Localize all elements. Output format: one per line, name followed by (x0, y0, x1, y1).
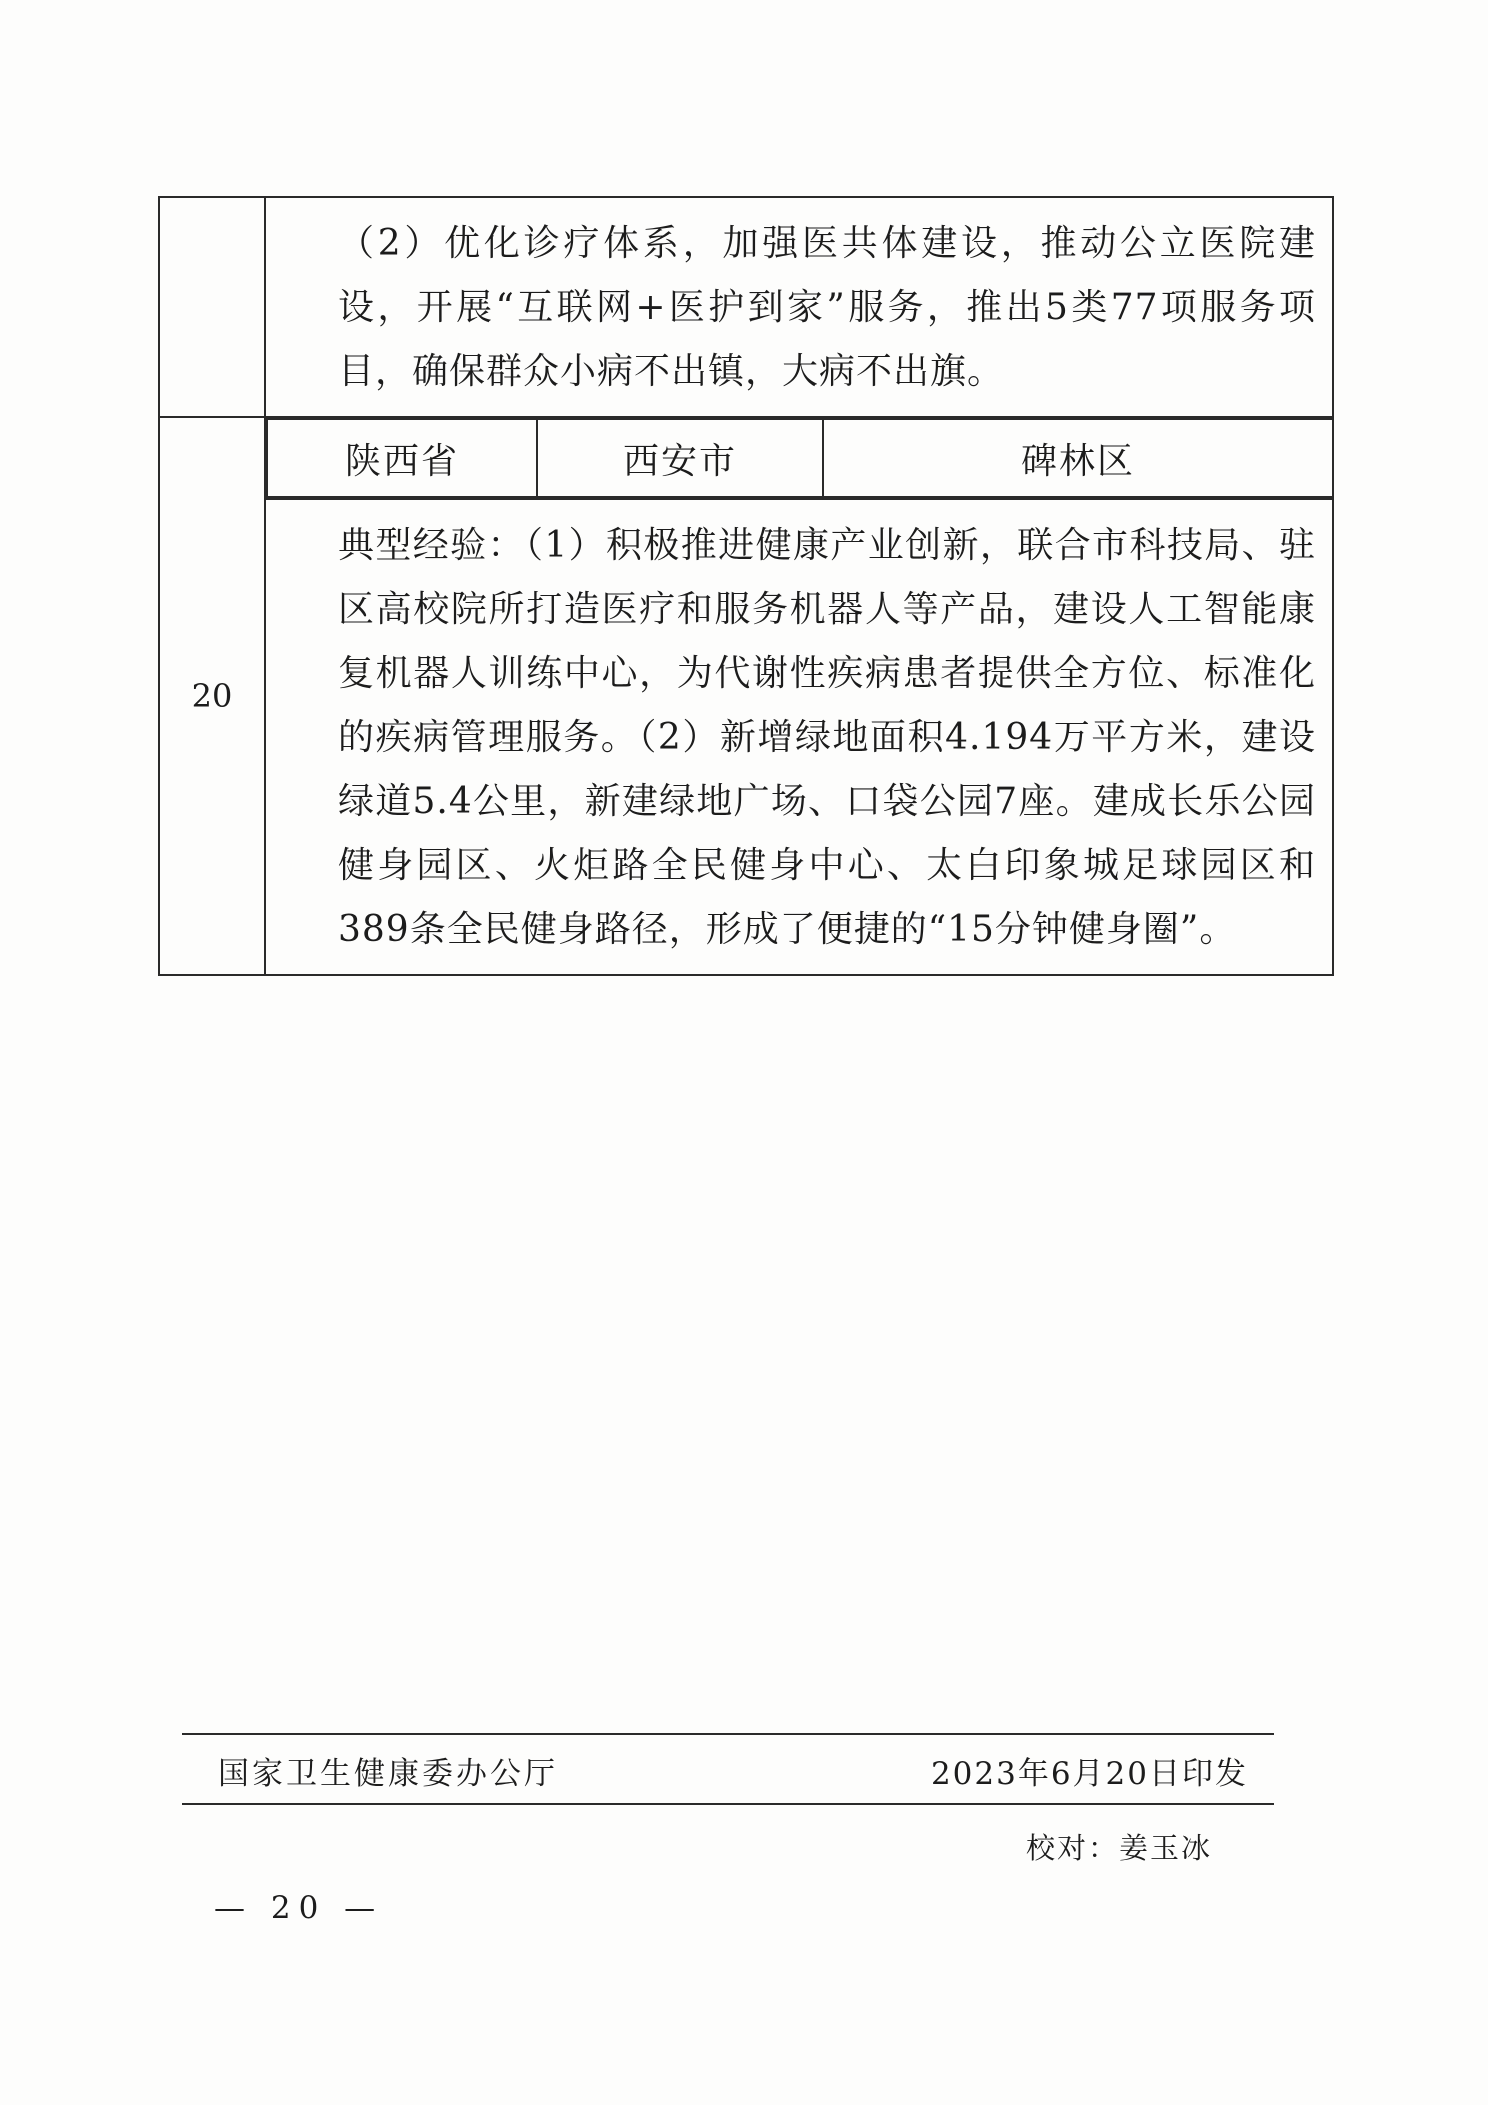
footer-top-rule (182, 1733, 1274, 1735)
table-row-20-body (159, 499, 1333, 975)
table-row-20-header (159, 417, 1333, 499)
experience-table (158, 196, 1334, 976)
row-number-cell-empty (159, 197, 265, 417)
continued-experience-text: （2）优化诊疗体系，加强医共体建设，推动公立医院建设，开展“互联网+医护到家”服务，推出5类77项服务项目，确保群众小病不出镇，大病不出旗。 (338, 223, 1316, 392)
issue-date: 2023年6月20日印发 (930, 1756, 1248, 1792)
region-subtable (266, 418, 1332, 498)
district-cell: 碑林区 (823, 419, 1332, 497)
table-row-continued (159, 197, 1333, 417)
city-cell: 西安市 (537, 419, 823, 497)
page-number: — 20 — (214, 1890, 384, 1926)
typical-experience-text: 典型经验：（1）积极推进健康产业创新，联合市科技局、驻区高校院所打造医疗和服务机器人等产品，建设人工智能康复机器人训练中心，为代谢性疾病患者提供全方位、标准化的疾病管理服务。（2）新增绿地面积4.194万平方米，建设绿道5.4公里，新建绿地广场、口袋公园7座。建成长乐公园健身园区、火炬路全民健身中心、太白印象城足球园区和389条全民健身路径，形成了便捷的“15分钟健身圈”。 (338, 525, 1316, 950)
proofreader: 校对：姜玉冰 (1025, 1831, 1212, 1865)
province-cell: 陕西省 (267, 419, 537, 497)
issuing-office: 国家卫生健康委办公厅 (218, 1756, 558, 1792)
footer-bottom-rule (182, 1803, 1274, 1805)
region-cell (265, 417, 1333, 499)
content-cell (265, 197, 1333, 417)
content-cell (265, 499, 1333, 975)
row-number-cell: 20 (159, 417, 265, 975)
